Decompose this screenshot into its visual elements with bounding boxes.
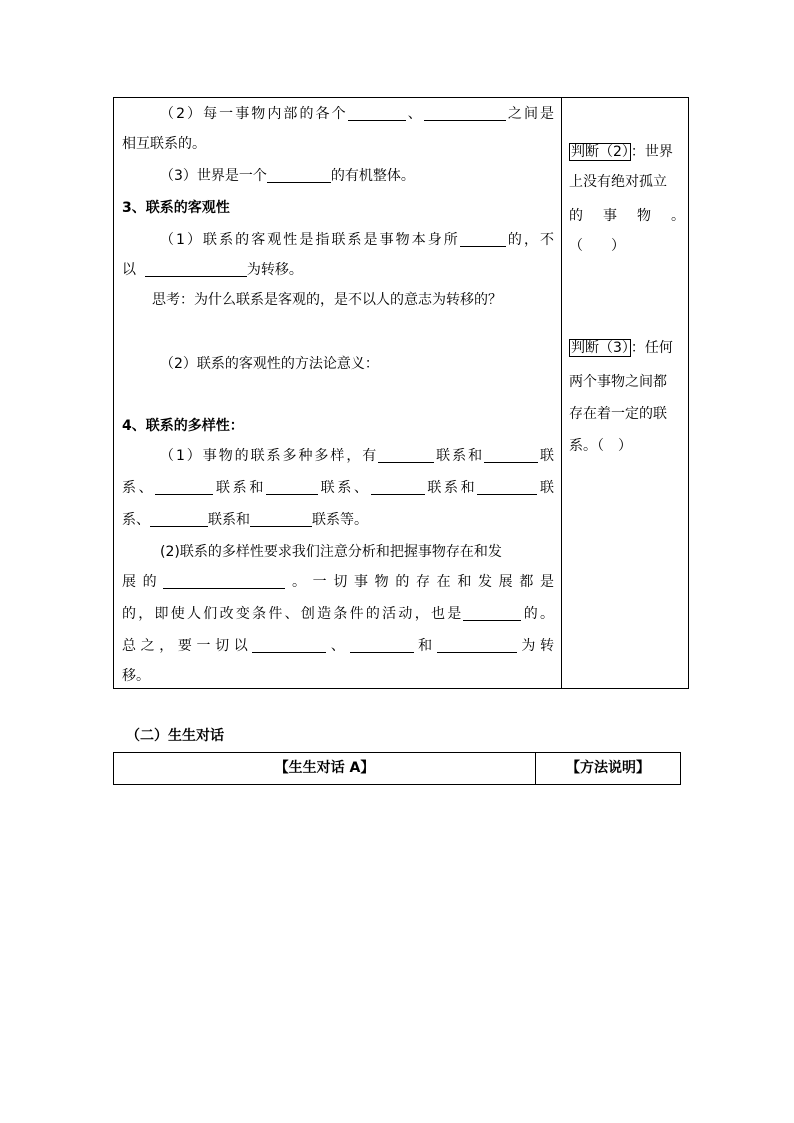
method-header: 【方法说明】 <box>566 760 650 776</box>
text: 联 <box>538 448 554 464</box>
fill-blank[interactable] <box>250 512 312 527</box>
text: 联系和 <box>424 480 478 496</box>
text-line-2 <box>122 134 554 154</box>
text: 两个事物之间都 <box>569 374 667 390</box>
text-line-1 <box>160 104 554 124</box>
text: 和 <box>413 638 437 654</box>
text: 为转 <box>516 638 555 654</box>
text: ：世界 <box>630 144 673 160</box>
text: （3）世界是一个 <box>160 168 267 184</box>
dialogue-a-header: 【生生对话 A】 <box>114 753 536 784</box>
fill-blank[interactable] <box>477 480 537 495</box>
text: 联系、 <box>318 480 371 496</box>
fill-blank[interactable] <box>252 638 326 653</box>
text: 联 <box>537 480 555 496</box>
column-divider <box>561 98 562 688</box>
content-table <box>113 97 689 689</box>
text: 相互联系的。 <box>122 136 206 152</box>
fill-blank[interactable] <box>424 106 506 121</box>
judgement-2-line-4 <box>569 236 685 256</box>
heading: 4、联系的多样性： <box>122 418 244 434</box>
text: 为转移。 <box>246 262 303 278</box>
heading: 3、联系的客观性 <box>122 200 230 216</box>
dialogue-table <box>113 752 681 785</box>
text: 之间是 <box>505 106 555 122</box>
text: 联系和 <box>208 512 250 528</box>
judgement-2-label: 判断（2） <box>571 144 629 160</box>
text: (2)联系的多样性要求我们注意分析和把握事物存在和发 <box>160 544 502 560</box>
judgement-3-label: 判断（3） <box>571 340 629 356</box>
text: 联系和 <box>434 448 485 464</box>
judgement-3-line-4 <box>569 436 685 456</box>
text-line-8 <box>160 354 554 374</box>
fill-blank[interactable] <box>484 448 538 463</box>
text-line-6 <box>122 260 554 280</box>
text: （1）事物的联系多种多样，有 <box>160 448 379 464</box>
text: 、 <box>326 638 350 654</box>
fill-blank[interactable] <box>266 480 318 495</box>
text: 联系和 <box>213 480 267 496</box>
text: 。一切事物的存在和发展都是 <box>285 574 555 590</box>
fill-blank[interactable] <box>145 262 247 277</box>
text: （2）每一事物内部的各个 <box>160 106 348 122</box>
text: 以 <box>122 262 136 278</box>
text-line-11 <box>122 478 554 498</box>
text-line-14 <box>122 572 554 592</box>
text: 展的 <box>122 574 164 590</box>
section-heading-4 <box>122 416 554 436</box>
judgement-2-line-3 <box>569 206 685 226</box>
text: 思考：为什么联系是客观的，是不以人的意志为转移的？ <box>152 292 502 308</box>
fill-blank[interactable] <box>150 512 208 527</box>
section-heading-3 <box>122 198 554 218</box>
text-line-17 <box>122 666 554 686</box>
text: （1）联系的客观性是指联系是事物本身所 <box>160 232 460 248</box>
text: 的，即使人们改变条件、创造条件的活动，也是 <box>122 606 464 622</box>
fill-blank[interactable] <box>437 638 517 653</box>
text: 系、 <box>122 480 156 496</box>
text: 的 事 物 。 <box>569 208 685 224</box>
fill-blank[interactable] <box>463 606 521 621</box>
fill-blank[interactable] <box>371 480 425 495</box>
judgement-3-line-3 <box>569 404 685 424</box>
judgement-2-line-2 <box>569 172 685 192</box>
fill-blank[interactable] <box>378 448 434 463</box>
text: 、 <box>405 106 424 122</box>
text-line-15 <box>122 604 554 624</box>
text: ：任何 <box>630 340 673 356</box>
fill-blank[interactable] <box>350 638 414 653</box>
judgement-2-line-1 <box>569 142 685 162</box>
text: 的，不 <box>505 232 555 248</box>
text: 上没有绝对孤立 <box>569 174 667 190</box>
fill-blank[interactable] <box>155 480 213 495</box>
text-line-3 <box>160 166 554 186</box>
judgement-3-line-1 <box>569 338 685 358</box>
text-line-7 <box>152 290 584 310</box>
fill-blank[interactable] <box>348 106 406 121</box>
text: 的。 <box>521 606 555 622</box>
text: 联系等。 <box>312 512 368 528</box>
answer-bracket[interactable]: 系。（ ） <box>569 438 632 454</box>
text-line-12 <box>122 510 554 530</box>
text: 移。 <box>122 668 150 684</box>
text: （2）联系的客观性的方法论意义： <box>160 356 379 372</box>
text: 系、 <box>122 512 150 528</box>
text-line-5 <box>160 230 554 250</box>
text: 的有机整体。 <box>330 168 415 184</box>
answer-bracket[interactable]: （ ） <box>569 238 625 254</box>
text-line-13 <box>160 542 554 562</box>
text-line-10 <box>160 446 554 466</box>
text: 存在着一定的联 <box>569 406 667 422</box>
text: 总之，要一切以 <box>122 638 253 654</box>
fill-blank[interactable] <box>267 168 331 183</box>
section-2-title: （二）生生对话 <box>126 728 224 744</box>
judgement-3-line-2 <box>569 372 685 392</box>
fill-blank[interactable] <box>460 232 506 247</box>
text-line-16 <box>122 636 554 656</box>
fill-blank[interactable] <box>163 574 285 589</box>
